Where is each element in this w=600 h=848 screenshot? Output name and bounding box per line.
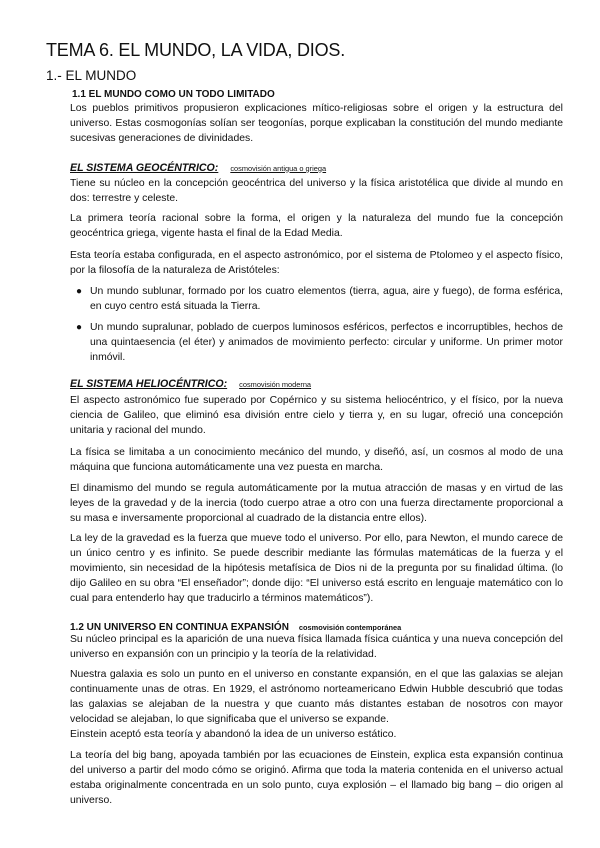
heliocentric-title: EL SISTEMA HELIOCÉNTRICO: [70,378,228,390]
paragraph-heliocentric-4: La ley de la gravedad es la fuerza que mueve todo el universo. Por ello, para Newton, el mundo carece de un único centro y es infinito. Se puede describir mediante las fórmulas matemáticas de la fuerza y el movimiento, sin necesidad de la hipótesis metafísica de Dios ni de la pregunta por su finalidad última. (lo dijo Galileo en su obra “El enseñador”; donde dijo: “El universo está escrito en lenguaje matemático con lo cual para entenderlo hay que traducirlo a términos matemáticos”). [70,533,563,604]
paragraph-expansion-2b: Einstein aceptó esta teoría y abandonó la idea de un universo estático. [70,729,397,740]
paragraph-heliocentric-3: El dinamismo del mundo se regula automáticamente por la mutua atracción de masas y en virtud de las leyes de la gravedad y de la inercia (todo cuerpo atrae a otro con una fuerza directamente proporcional a su masa e inversamente proporcional al cuadrado de la distancia entre ellos). [70,483,563,524]
bullet-text-sublunar: Un mundo sublunar, formado por los cuatro elementos (tierra, agua, aire y fuego), de forma esférica, en cuyo centro está situada la Tierra. [90,286,563,312]
paragraph-geocentric-3: Esta teoría estaba configurada, en el aspecto astronómico, por el sistema de Ptolomeo y el aspecto físico, por la filosofía de la naturaleza de Aristóteles: [70,250,563,276]
bullet-text-supralunar: Un mundo supralunar, poblado de cuerpos luminosos esféricos, perfectos e incorruptibles, hechos de una quintaesencia (el éter) y animados de movimiento perfecto: circular y uniforme. Un primer motor inmóvil. [90,322,563,363]
geocentric-note: cosmovisión antigua o griega [230,164,327,173]
expansion-note: cosmovisión contemporánea [298,623,402,632]
paragraph-heliocentric-1: El aspecto astronómico fue superado por Copérnico y su sistema heliocéntrico, y el físico, por la nueva ciencia de Galileo, que eliminó esa división entre cielo y tierra y, en su lugar, ofreció una concepción unitaria y racional del mundo. [70,395,563,436]
paragraph-pueblos-primitivos: Los pueblos primitivos propusieron explicaciones mítico-religiosas sobre el origen y la estructura del universo. Estas cosmogonías solían ser teogonías, porque explicaban la constitución del mundo mediante sucesivas generaciones de divinidades. [70,103,563,144]
subsection-heading-todo-limitado: 1.1 EL MUNDO COMO UN TODO LIMITADO [72,89,275,100]
list-item [76,284,563,314]
expansion-heading-text: 1.2 UN UNIVERSO EN CONTINUA EXPANSIÓN [70,622,289,633]
paragraph-heliocentric-2: La física se limitaba a un conocimiento mecánico del mundo, y diseñó, así, un cosmos al modo de una máquina que funciona automáticamente una vez puesta en marcha. [70,447,563,473]
paragraph-expansion-2: Nuestra galaxia es solo un punto en el universo en constante expansión, en el que las galaxias se alejan continuamente unas de otras. En 1929, el astrónomo norteamericano Edwin Hubble descubrió que todas las galaxias se alejaban de la nuestra y que cuanto más distantes estaban de nosotros con mayor velocidad se alejaban, lo que significaba que el universo se expande. [70,669,563,725]
list-item [76,320,563,365]
paragraph-geocentric-2: La primera teoría racional sobre la forma, el origen y la naturaleza del mundo fue la concepción geocéntrica griega, vigente hasta el final de la Edad Media. [70,213,563,239]
heliocentric-heading [70,378,311,390]
bullet-icon: ● [76,286,83,297]
heliocentric-note: cosmovisión moderna [239,380,312,389]
paragraph-geocentric-1: Tiene su núcleo en la concepción geocéntrica del universo y la física aristotélica que divide al mundo en dos: terrestre y celeste. [70,178,563,204]
bullet-icon: ● [76,322,83,333]
paragraph-expansion-3: La teoría del big bang, apoyada también por las ecuaciones de Einstein, explica esta expansión continua del universo a partir del modo cómo se originó. Afirma que toda la materia contenida en el universo actual estaba originalmente concentrada en un solo punto, cuya explosión – el llamado big bang – dio origen al universo. [70,750,563,806]
page-title: TEMA 6. EL MUNDO, LA VIDA, DIOS. [46,40,346,60]
paragraph-expansion-1: Su núcleo principal es la aparición de una nueva física llamada física cuántica y una nueva concepción del universo en expansión con un principio y la teoría de la relatividad. [70,634,563,660]
geocentric-heading [70,162,326,174]
geocentric-title: EL SISTEMA GEOCÉNTRICO: [70,162,219,174]
section-heading-el-mundo: 1.- EL MUNDO [46,68,137,83]
